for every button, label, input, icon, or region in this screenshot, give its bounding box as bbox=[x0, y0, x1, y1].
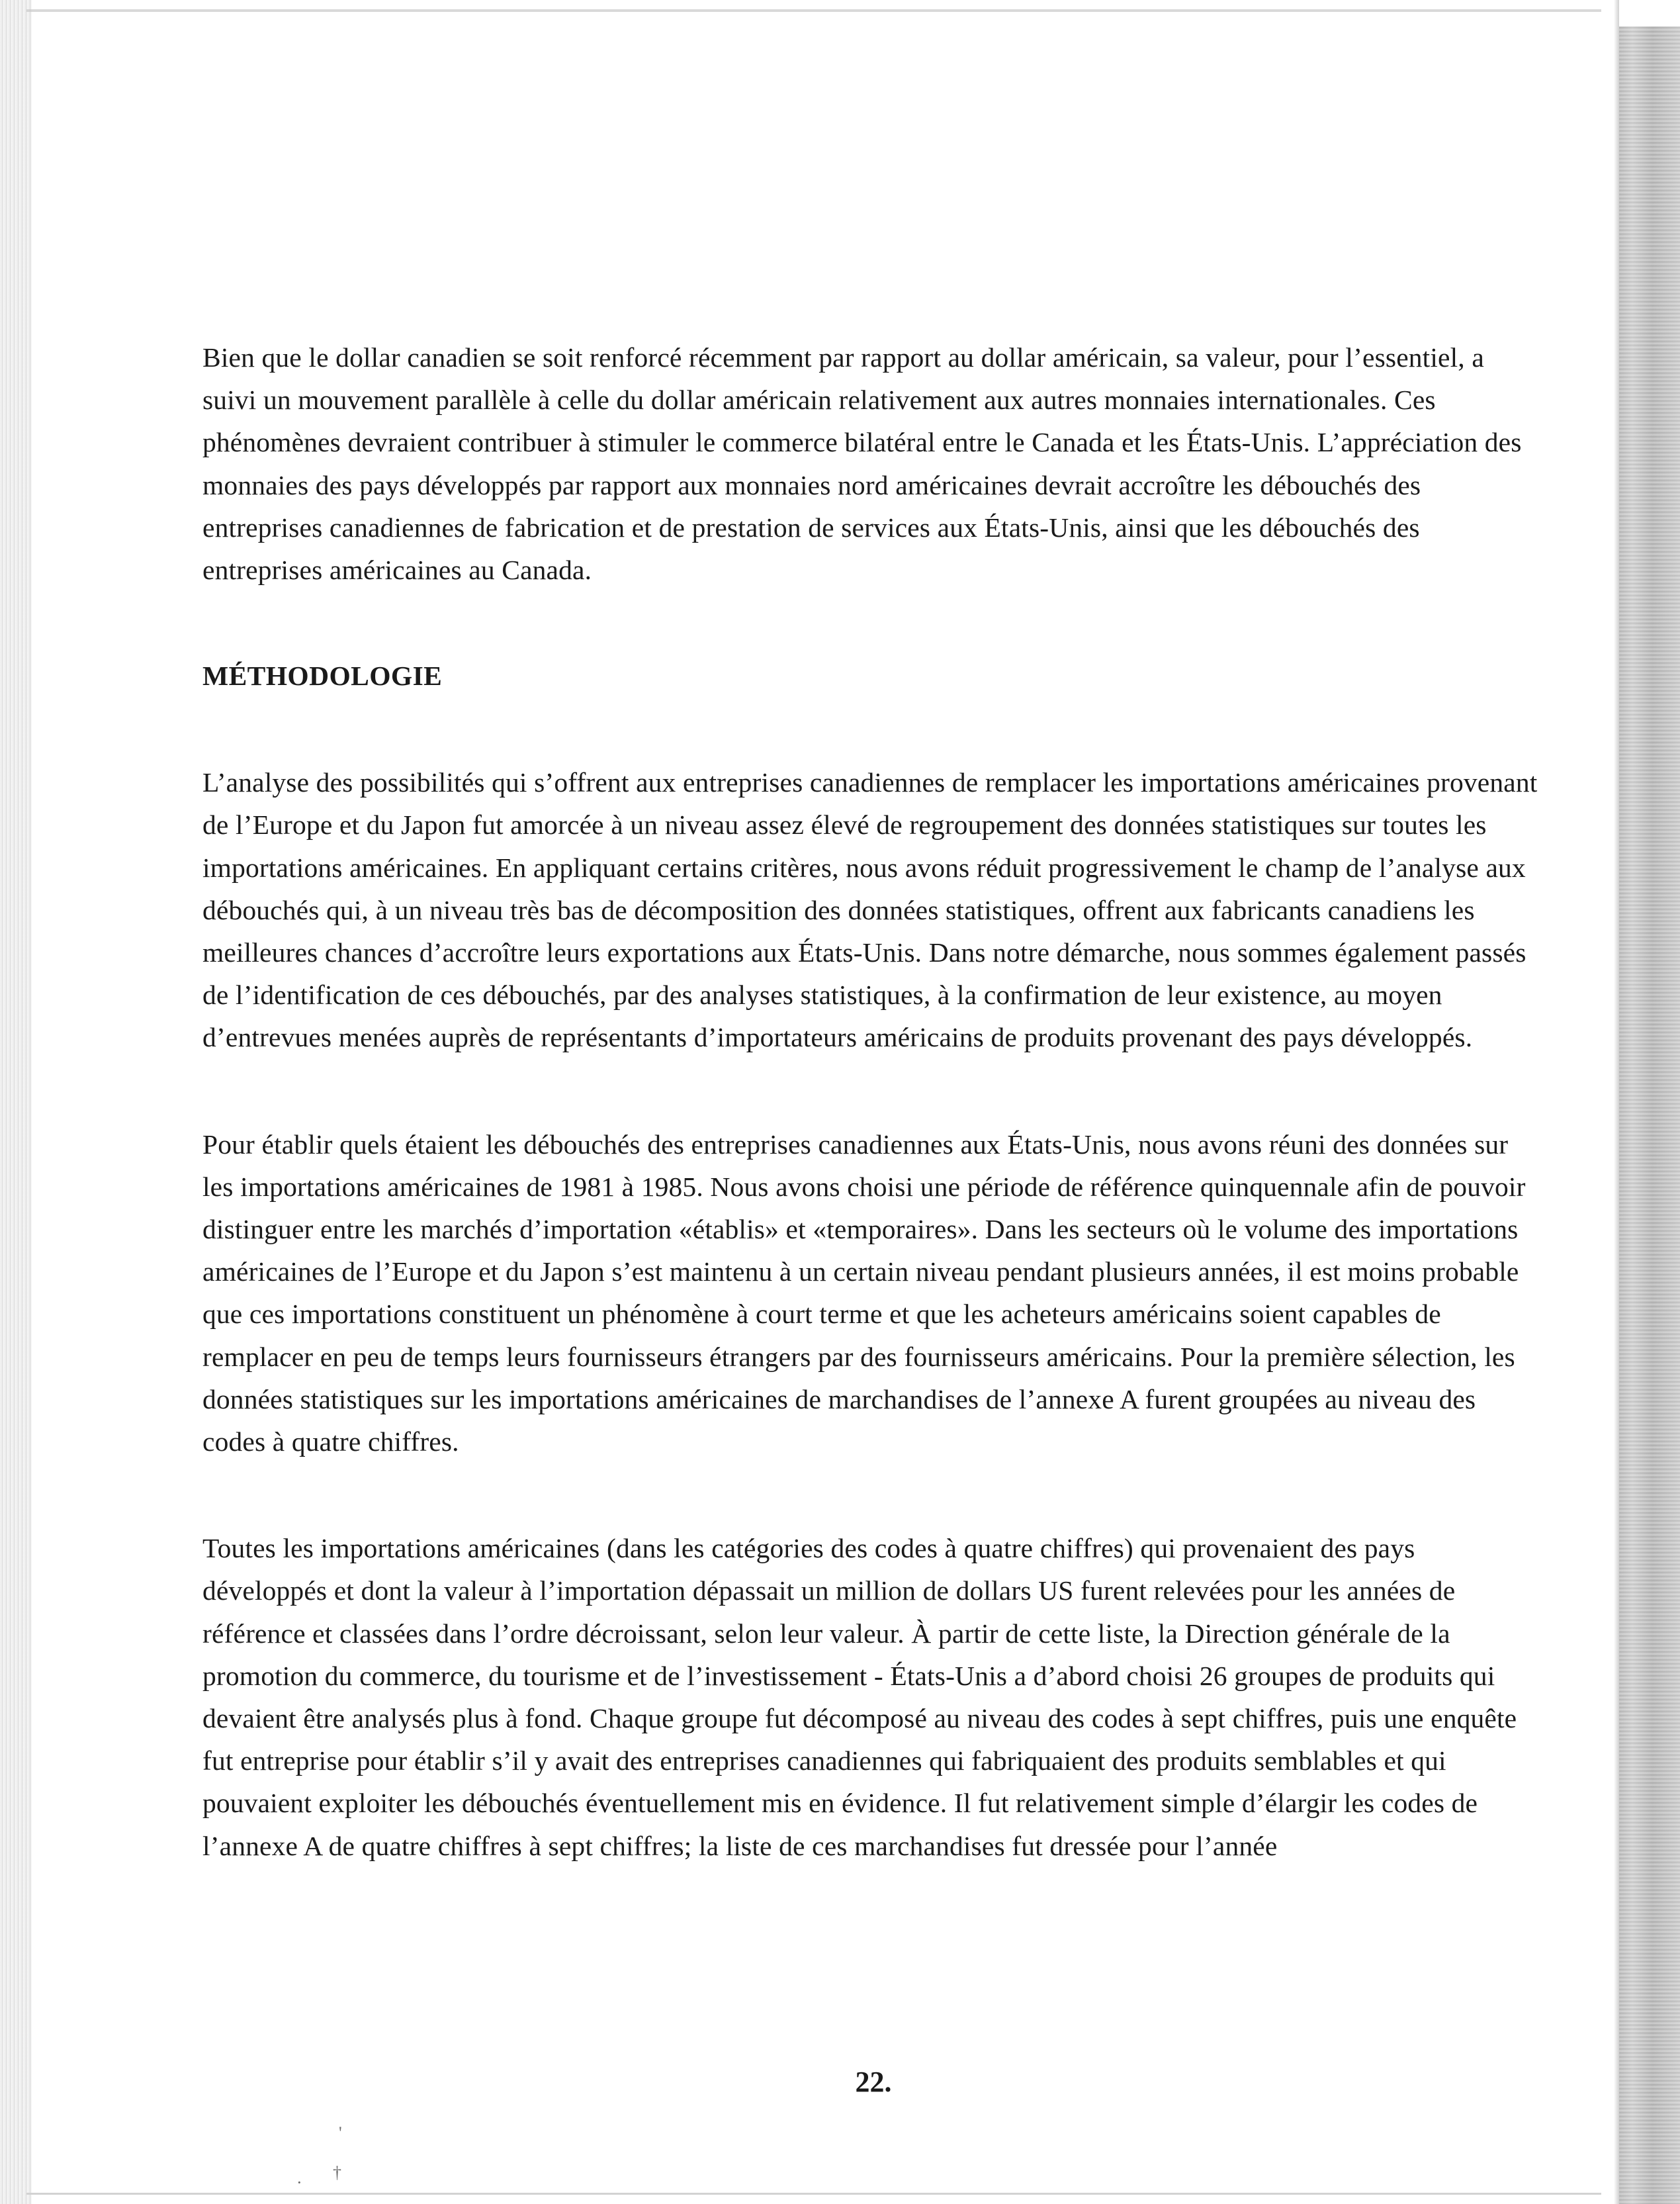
binding-shadow bbox=[1614, 0, 1619, 2204]
page-bottom-edge bbox=[26, 2193, 1601, 2195]
page-left-edge bbox=[0, 0, 32, 2204]
scan-speck: · bbox=[296, 2173, 302, 2192]
paragraph-analyse: L’analyse des possibilités qui s’offrent aux entreprises canadiennes de remplacer les importations américaines provenant de l’Europe et du Japon fut amorcée à un niveau assez élevé de regroupement des données statistiques sur toutes les importations américaines. En appliquant certains critères, nous avons réduit progressivement le champ de l’analyse aux débouchés qui, à un niveau très bas de décomposition des données statistiques, offrent aux fabricants canadiens les meilleures chances d’accroître leurs exportations aux États-Unis. Dans notre démarche, nous sommes également passés de l’identification de ces débouchés, par des analyses statistiques, à la confirmation de leur existence, au moyen d’entrevues menées auprès de représentants d’importateurs américains de produits provenant des pays développés. bbox=[202, 767, 1538, 1053]
scan-speck: ' bbox=[339, 2123, 342, 2142]
document-body bbox=[202, 336, 1539, 1867]
scan-speck: † bbox=[333, 2163, 341, 2182]
section-heading-methodologie: MÉTHODOLOGIE bbox=[202, 661, 443, 692]
paragraph-toutes: Toutes les importations américaines (dans les catégories des codes à quatre chiffres) qui provenaient des pays développés et dont la valeur à l’importation dépassait un million de dollars US furent relevées pour les années de référence et classées dans l’ordre décroissant, selon leur valeur. À partir de cette liste, la Direction générale de la promotion du commerce, du tourisme et de l’investissement - États-Unis a d’abord choisi 26 groupes de produits qui devaient être analysés plus à fond. Chaque groupe fut décomposé au niveau des codes à sept chiffres, puis une enquête fut entreprise pour établir s’il y avait des entreprises canadiennes qui fabriquaient des produits semblables et qui pouvaient exploiter les débouchés éventuellement mis en évidence. Il fut relativement simple d’élargir les codes de l’annexe A de quatre chiffres à sept chiffres; la liste de ces marchandises fut dressée pour l’année bbox=[202, 1533, 1517, 1861]
binding-strip bbox=[1619, 26, 1680, 2204]
paragraph-intro: Bien que le dollar canadien se soit renforcé récemment par rapport au dollar américain, sa valeur, pour l’essentiel, a suivi un mouvement parallèle à celle du dollar américain relativement aux autres monnaies internationales. Ces phénomènes devraient contribuer à stimuler le commerce bilatéral entre le Canada et les États-Unis. L’appréciation des monnaies des pays développés par rapport aux monnaies nord américaines devrait accroître les débouchés des entreprises canadiennes de fabrication et de prestation de services aux États-Unis, ainsi que les débouchés des entreprises américaines au Canada. bbox=[202, 342, 1522, 586]
page-number: 22. bbox=[855, 2066, 892, 2098]
paragraph-etablir: Pour établir quels étaient les débouchés des entreprises canadiennes aux États-Unis, nous avons réuni des données sur les importations américaines de 1981 à 1985. Nous avons choisi une période de référence quinquennale afin de pouvoir distinguer entre les marchés d’importation «établis» et «temporaires». Dans les secteurs où le volume des importations américaines de l’Europe et du Japon s’est maintenu à un certain niveau pendant plusieurs années, il est moins probable que ces importations constituent un phénomène à court terme et que les acheteurs américains soient capables de remplacer en peu de temps leurs fournisseurs étrangers par des fournisseurs américains. Pour la première sélection, les données statistiques sur les importations américaines de marchandises de l’annexe A furent groupées au niveau des codes à quatre chiffres. bbox=[202, 1128, 1526, 1457]
page-top-edge bbox=[26, 9, 1601, 12]
